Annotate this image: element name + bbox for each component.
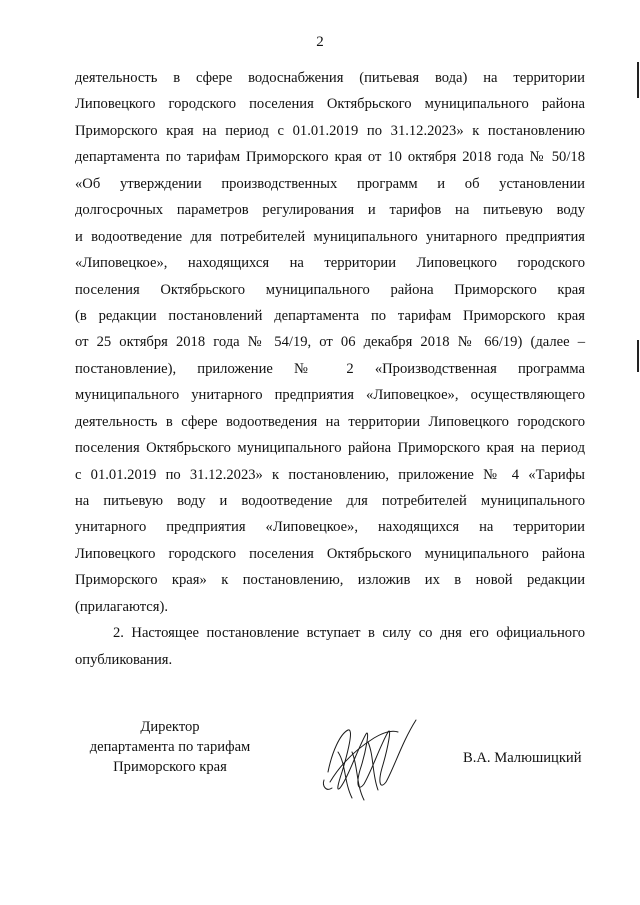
- signatory-title-line: Приморского края: [113, 759, 227, 775]
- text-line: Приморского края на период с 01.01.2019 по 31.12.2023» к постановлению: [75, 122, 585, 139]
- text-line: Приморского края» к постановлению, изложив их в новой редакции: [75, 572, 585, 589]
- scan-edge-mark: [637, 62, 639, 98]
- signatory-title-line: Директор: [140, 719, 200, 735]
- text-line: муниципального унитарного предприятия «Липовецкое», осуществляющего: [75, 387, 585, 404]
- signatory-title-line: департамента по тарифам: [89, 739, 251, 755]
- text-line: (прилагаются).: [75, 598, 168, 615]
- text-line: с 01.01.2019 по 31.12.2023» к постановлению, приложение № 4 «Тарифы: [75, 466, 585, 483]
- text-line: деятельность в сфере водоотведения на территории Липовецкого городского: [75, 413, 585, 430]
- text-line: поселения Октябрьского муниципального района Приморского края на период: [75, 440, 585, 457]
- text-line: Липовецкого городского поселения Октябрьского муниципального района: [75, 545, 585, 562]
- text-line: Липовецкого городского поселения Октябрьского муниципального района: [75, 96, 585, 113]
- page-number: 2: [316, 34, 324, 50]
- text-line: поселения Октябрьского муниципального района Приморского края: [75, 281, 585, 298]
- text-line: на питьевую воду и водоотведение для потребителей муниципального: [75, 493, 585, 509]
- signatory-name: В.А. Малюшицкий: [463, 750, 582, 766]
- text-line: от 25 октября 2018 года № 54/19, от 06 декабря 2018 № 66/19) (далее –: [75, 334, 585, 351]
- text-line: унитарного предприятия «Липовецкое», находящихся на территории: [75, 519, 585, 536]
- document-body: [75, 65, 585, 673]
- text-line: деятельность в сфере водоснабжения (питьевая вода) на территории: [75, 70, 585, 86]
- handwritten-signature: [318, 712, 418, 804]
- text-line: департамента по тарифам Приморского края от 10 октября 2018 года № 50/18: [75, 149, 585, 166]
- text-line: долгосрочных параметров регулирования и тарифов на питьевую воду: [75, 202, 585, 219]
- text-line: и водоотведение для потребителей муниципального унитарного предприятия: [75, 228, 585, 245]
- scan-edge-mark: [637, 340, 639, 372]
- text-line: 2. Настоящее постановление вступает в силу со дня его официального: [113, 625, 585, 642]
- text-line: «Об утверждении производственных программ и об установлении: [75, 175, 585, 192]
- text-line: (в редакции постановлений департамента по тарифам Приморского края: [75, 307, 585, 324]
- text-line: опубликования.: [75, 651, 173, 668]
- text-line: постановление), приложение № 2 «Производственная программа: [75, 360, 585, 377]
- text-line: «Липовецкое», находящихся на территории Липовецкого городского: [75, 255, 585, 272]
- signatory-title: [55, 717, 285, 777]
